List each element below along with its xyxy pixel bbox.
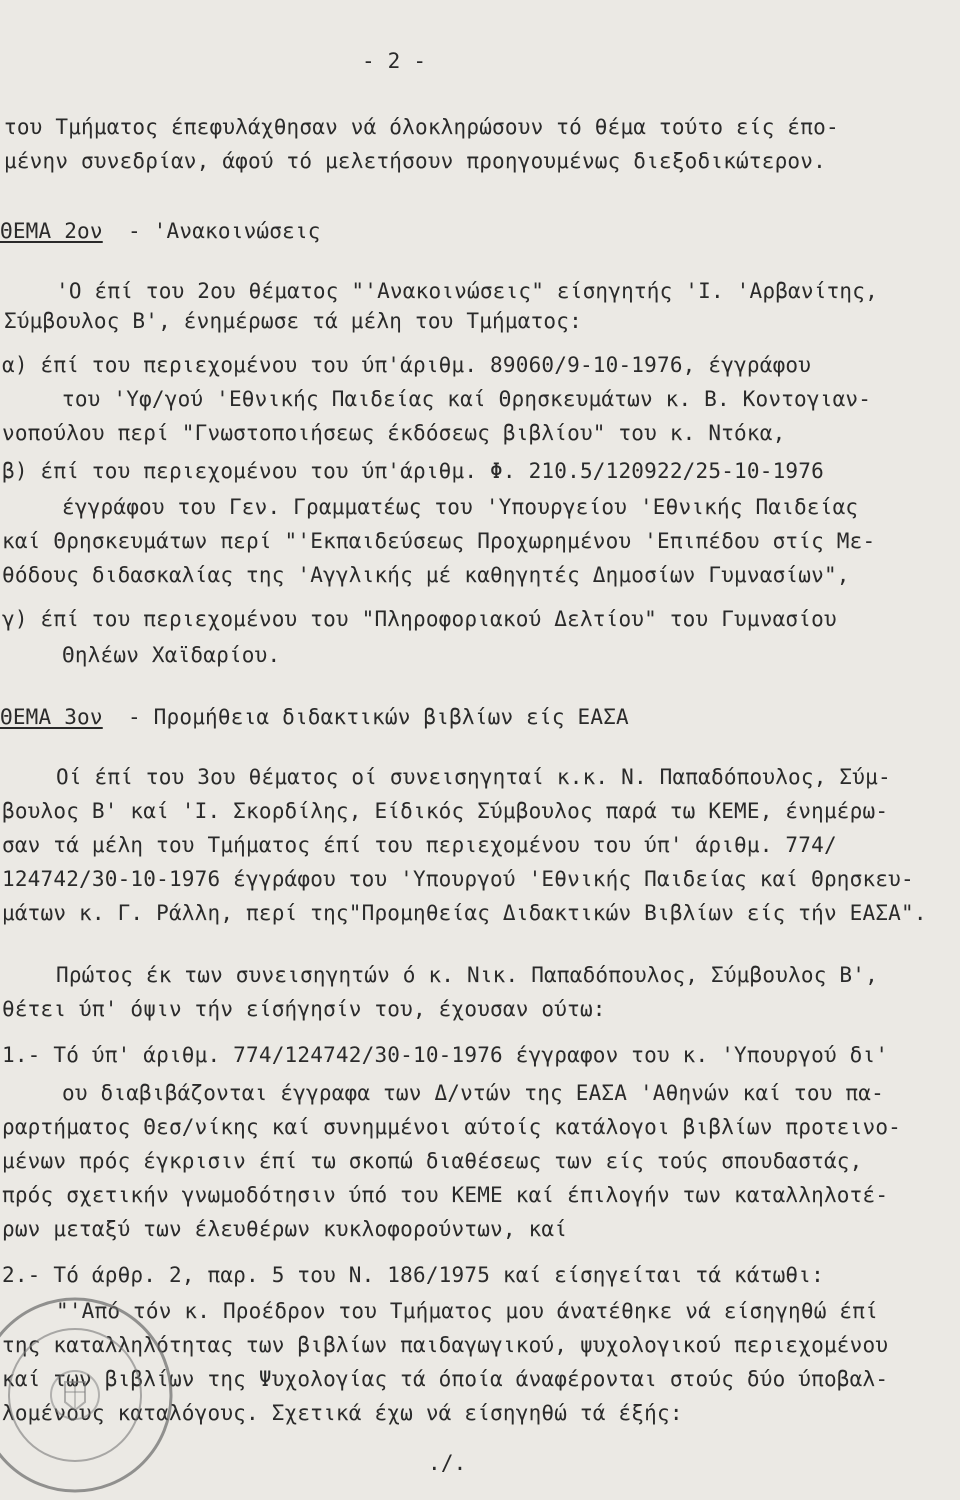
text-line: 1.- Τό ύπ' άριθμ. 774/124742/30-10-1976 έγγραφον του κ. 'Υπουργού δι' xyxy=(2,1043,889,1067)
text-line: α) έπί του περιεχομένου του ύπ'άριθμ. 89060/9-10-1976, έγγράφου xyxy=(2,353,812,377)
theme-2-title: - 'Ανακοινώσεις xyxy=(128,219,321,243)
text-line: της καταλληλότητας των βιβλίων παιδαγωγικού, ψυχολογικού περιεχομένου xyxy=(2,1333,889,1357)
page-number: - 2 - xyxy=(362,49,427,73)
text-line: του 'Υφ/γού 'Εθνικής Παιδείας καί Θρησκευμάτων κ. Β. Κοντογιαν- xyxy=(62,387,872,411)
text-line: πρός σχετικήν γνωμοδότησιν ύπό του ΚΕΜΕ καί έπιλογήν των καταλληλοτέ- xyxy=(2,1183,889,1207)
text-line: καί των βιβλίων της Ψυχολογίας τά όποία άναφέρονται στούς δύο ύποβαλ- xyxy=(2,1367,889,1391)
text-line: νοπούλου περί "Γνωστοποιήσεως έκδόσεως βιβλίου" του κ. Ντόκα, xyxy=(2,421,786,445)
text-line: βουλος Β' καί 'Ι. Σκορδίλης, Είδικός Σύμβουλος παρά τω ΚΕΜΕ, ένημέρω- xyxy=(2,799,889,823)
text-line: Οί έπί του 3ου θέματος οί συνεισηγηταί κ.κ. Ν. Παπαδόπουλος, Σύμ- xyxy=(56,765,891,789)
text-line: μάτων κ. Γ. Ράλλη, περί της"Προμηθείας Διδακτικών Βιβλίων είς τήν ΕΑΣΑ". xyxy=(2,901,927,925)
text-line: "'Από τόν κ. Προέδρον του Τμήματος μου άνατέθηκε νά είσηγηθώ έπί xyxy=(56,1299,878,1323)
text-line: Σύμβουλος Β', ένημέρωσε τά μέλη του Τμήματος: xyxy=(4,309,582,333)
text-line: Θηλέων Χαϊδαρίου. xyxy=(62,643,281,667)
text-line: 124742/30-10-1976 έγγράφου του 'Υπουργού 'Εθνικής Παιδείας καί Θρησκευ- xyxy=(2,867,914,891)
official-seal-stamp xyxy=(0,1290,180,1500)
text-line: γ) έπί του περιεχομένου του "Πληροφοριακού Δελτίου" του Γυμνασίου xyxy=(2,607,837,631)
theme-3-title: - Προμήθεια διδακτικών βιβλίων είς ΕΑΣΑ xyxy=(128,705,629,729)
theme-3-label: ΘΕΜΑ 3ον xyxy=(0,705,103,729)
text-line: ρων μεταξύ των έλευθέρων κυκλοφορούντων, καί xyxy=(2,1217,568,1241)
theme-2-label: ΘΕΜΑ 2ον xyxy=(0,219,103,243)
text-line: ου διαβιβάζονται έγγραφα των Δ/ντών της ΕΑΣΑ 'Αθηνών καί του πα- xyxy=(62,1081,884,1105)
text-line: μένην συνεδρίαν, άφού τό μελετήσουν προηγουμένως διεξοδικώτερον. xyxy=(4,149,826,173)
text-line: ραρτήματος Θεσ/νίκης καί συνημμένοι αύτοίς κατάλογοι βιβλίων προτεινο- xyxy=(2,1115,902,1139)
continuation-mark: ./. xyxy=(428,1451,467,1475)
text-line: καί Θρησκευμάτων περί "'Εκπαιδεύσεως Προχωρημένου 'Επιπέδου στίς Με- xyxy=(2,529,876,553)
text-line: θέτει ύπ' όψιν τήν είσήγησίν του, έχουσαν ούτω: xyxy=(2,997,606,1021)
text-line: β) έπί του περιεχομένου του ύπ'άριθμ. Φ. 210.5/120922/25-10-1976 xyxy=(2,459,824,483)
text-line: 2.- Τό άρθρ. 2, παρ. 5 του Ν. 186/1975 καί είσηγείται τά κάτωθι: xyxy=(2,1263,824,1287)
text-line: του Τμήματος έπεφυλάχθησαν νά όλοκληρώσουν τό θέμα τούτο είς έπο- xyxy=(4,115,839,139)
text-line: μένων πρός έγκρισιν έπί τω σκοπώ διαθέσεως των είς τούς σπουδαστάς, xyxy=(2,1149,863,1173)
text-line: Πρώτος έκ των συνεισηγητών ό κ. Νικ. Παπαδόπουλος, Σύμβουλος Β', xyxy=(56,963,878,987)
text-line: λομένους καταλόγους. Σχετικά έχω νά είσηγηθώ τά έξής: xyxy=(2,1401,683,1425)
text-line: θόδους διδασκαλίας της 'Αγγλικής μέ καθηγητές Δημοσίων Γυμνασίων", xyxy=(2,563,850,587)
text-line: σαν τά μέλη του Τμήματος έπί του περιεχομένου του ύπ' άριθμ. 774/ xyxy=(2,833,837,857)
text-line: 'Ο έπί του 2ου θέματος "'Ανακοινώσεις" είσηγητής 'Ι. 'Αρβανίτης, xyxy=(56,279,878,303)
text-line: έγγράφου του Γεν. Γραμματέως του 'Υπουργείου 'Εθνικής Παιδείας xyxy=(62,495,859,519)
